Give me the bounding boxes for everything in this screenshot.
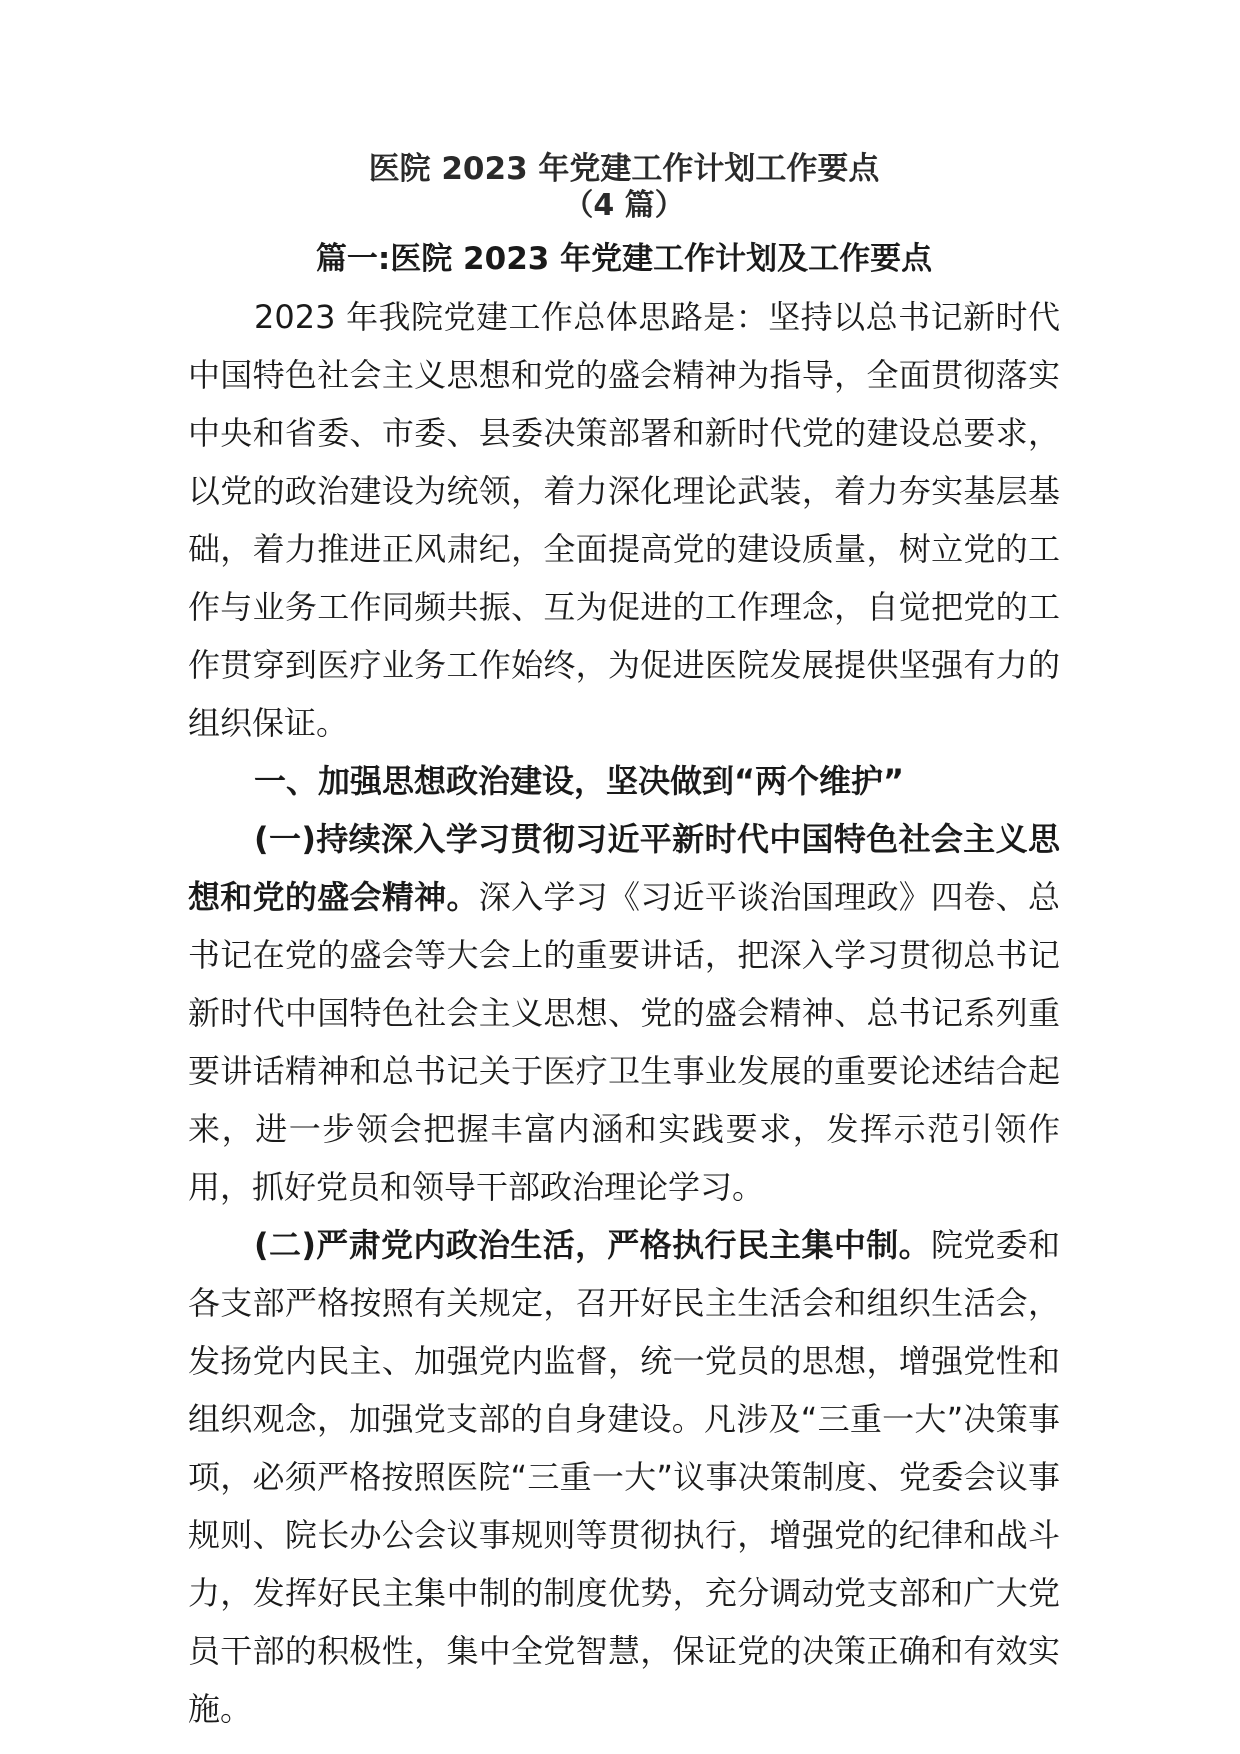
piece-title-strong: 2023 年党建工作计划及工作要点 — [452, 241, 933, 277]
item-paragraph-1 — [188, 810, 1060, 1216]
piece-title-prefix: 篇一:医院 — [315, 241, 453, 277]
piece-title — [188, 238, 1060, 280]
item-lead-2: (二)严肃党内政治生活，严格执行民主集中制。 — [254, 1226, 931, 1264]
document-title: 医院 2023 年党建工作计划工作要点 — [368, 151, 880, 187]
item-text-1: 深入学习《习近平谈治国理政》四卷、总书记在党的盛会等大会上的重要讲话，把深入学习贯彻总书记新时代中国特色社会主义思想、党的盛会精神、总书记系列重要讲话精神和总书记关于医疗卫生事业发展的重要论述结合起来，进一步领会把握丰富内涵和实践要求，发挥示范引领作用，抓好党员和领导干部政治理论学习。 — [188, 878, 1060, 1206]
document-page — [188, 150, 1060, 1738]
item-paragraph-2 — [188, 1216, 1060, 1738]
document-subtitle: （4 篇） — [563, 188, 685, 223]
intro-paragraph: 2023 年我院党建工作总体思路是：坚持以总书记新时代中国特色社会主义思想和党的盛会精神为指导，全面贯彻落实中央和省委、市委、县委决策部署和新时代党的建设总要求，以党的政治建设为统领，着力深化理论武装，着力夯实基层基础，着力推进正风肃纪，全面提高党的建设质量，树立党的工作与业务工作同频共振、互为促进的工作理念，自觉把党的工作贯穿到医疗业务工作始终，为促进医院发展提供坚强有力的组织保证。 — [188, 298, 1060, 742]
item-lead-1: (一)持续深入学习贯彻习近平新时代中国特色社会主义思想和党的盛会精神。 — [188, 820, 1060, 916]
section-heading: 一、加强思想政治建设，坚决做到“两个维护” — [254, 762, 905, 800]
item-text-2: 院党委和各支部严格按照有关规定，召开好民主生活会和组织生活会，发扬党内民主、加强党内监督，统一党员的思想，增强党性和组织观念，加强党支部的自身建设。凡涉及“三重一大”决策事项，必须严格按照医院“三重一大”议事决策制度、党委会议事规则、院长办公会议事规则等贯彻执行，增强党的纪律和战斗力，发挥好民主集中制的制度优势，充分调动党支部和广大党员干部的积极性，集中全党智慧，保证党的决策正确和有效实施。 — [188, 1226, 1060, 1728]
